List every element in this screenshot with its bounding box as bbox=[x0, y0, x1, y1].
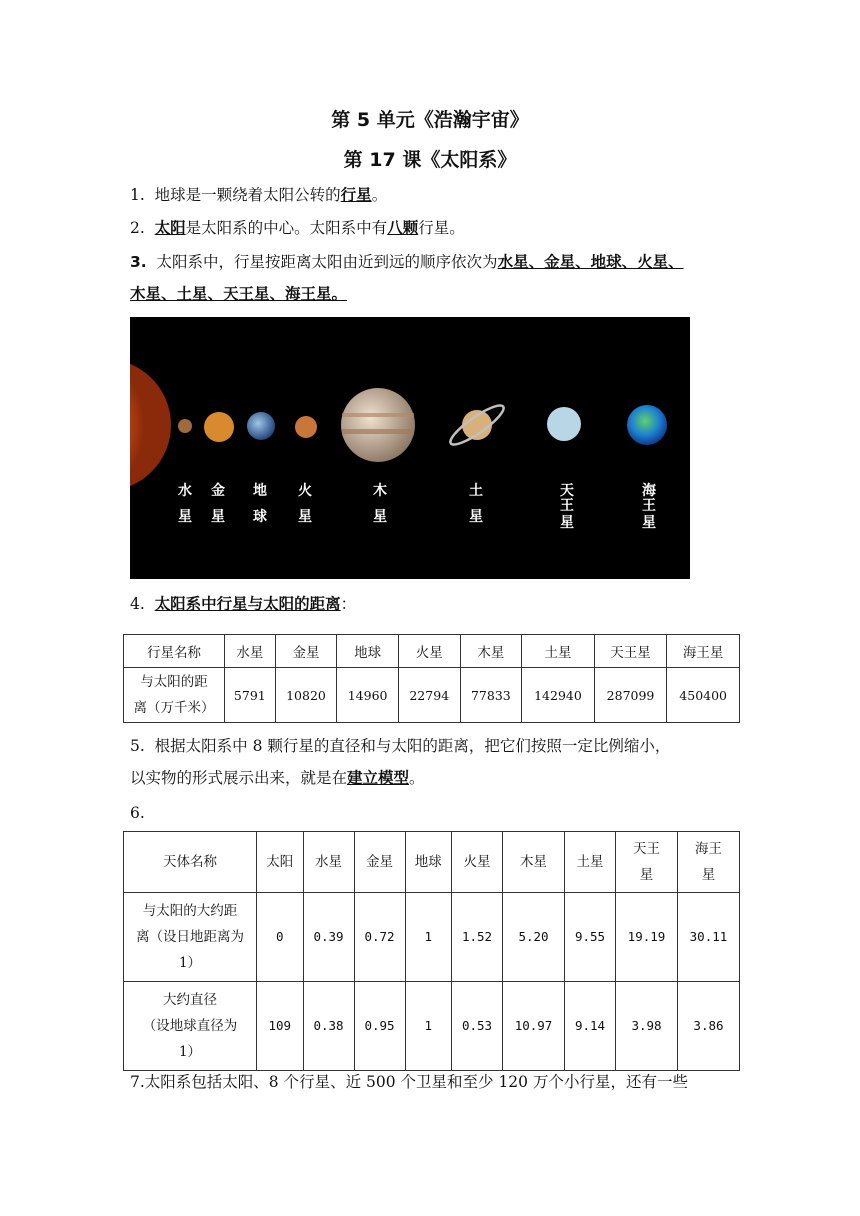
svg-text:王: 王 bbox=[560, 498, 574, 514]
label-mars: 火 bbox=[298, 483, 312, 499]
saturn-graphic bbox=[446, 400, 508, 450]
table-row: 大约直径 （设地球直径为 1） 109 0.38 0.95 1 0.53 10.97 9.14 3.98 3.86 bbox=[124, 982, 740, 1071]
neptune-graphic bbox=[627, 405, 667, 445]
svg-text:星: 星 bbox=[469, 509, 483, 525]
unit-title: 第 5 单元《浩瀚宇宙》 bbox=[331, 109, 529, 131]
label-neptune: 海 bbox=[642, 483, 656, 499]
mars-graphic bbox=[295, 416, 317, 438]
jupiter-graphic bbox=[341, 388, 415, 462]
label-saturn: 土 bbox=[469, 483, 483, 499]
svg-text:星: 星 bbox=[560, 515, 574, 531]
svg-text:星: 星 bbox=[298, 509, 312, 525]
scale-table bbox=[123, 831, 740, 1071]
lesson-title: 第 17 课《太阳系》 bbox=[343, 149, 517, 171]
svg-text:星: 星 bbox=[642, 515, 656, 531]
label-jupiter: 木 bbox=[373, 483, 387, 499]
label-venus: 金 bbox=[211, 483, 225, 499]
uranus-graphic bbox=[547, 407, 581, 441]
svg-text:星: 星 bbox=[211, 509, 225, 525]
item-5: 5. 根据太阳系中 8 颗行星的直径和与太阳的距离，把它们按照一定比例缩小， 以实物的形式展示出来，就是在建立模型。 bbox=[130, 737, 671, 787]
item-7: 7.太阳系包括太阳、8 个行星、近 500 个卫星和至少 120 万个小行星，还有一些 bbox=[130, 1073, 688, 1091]
svg-text:星: 星 bbox=[373, 509, 387, 525]
item-1: 1. 地球是一颗绕着太阳公转的行星。 bbox=[130, 186, 388, 204]
label-uranus: 天 bbox=[560, 483, 574, 499]
earth-graphic bbox=[247, 412, 275, 440]
distance-table bbox=[123, 634, 740, 723]
label-earth: 地 bbox=[253, 483, 267, 499]
svg-text:球: 球 bbox=[253, 509, 267, 525]
svg-text:星: 星 bbox=[178, 509, 192, 525]
solar-system-image bbox=[130, 317, 690, 579]
table-row: 与太阳的大约距 离（设日地距离为 1） 0 0.39 0.72 1 1.52 5.20 9.55 19.19 30.11 bbox=[124, 893, 740, 982]
label-mercury: 水 bbox=[178, 483, 192, 499]
item-6: 6. bbox=[130, 804, 145, 822]
table-row: 与太阳的距 离（万千米） 5791 10820 14960 22794 77833 142940 287099 450400 bbox=[124, 668, 740, 723]
svg-text:王: 王 bbox=[642, 498, 656, 514]
sun-graphic bbox=[130, 359, 171, 491]
mercury-graphic bbox=[178, 419, 192, 433]
table-header-row: 行星名称 水星 金星 地球 火星 木星 土星 天王星 海王星 bbox=[124, 635, 740, 668]
item-3: 3. 太阳系中，行星按距离太阳由近到远的顺序依次为水星、金星、地球、火星、 木星、土星、天王星、海王星。 bbox=[130, 253, 684, 303]
table-header-row: 天体名称 太阳 水星 金星 地球 火星 木星 土星 天王 星 海王 星 bbox=[124, 832, 740, 893]
item-2: 2. 太阳是太阳系的中心。太阳系中有八颗行星。 bbox=[130, 219, 465, 237]
item-4: 4. 太阳系中行星与太阳的距离： bbox=[130, 595, 357, 613]
venus-graphic bbox=[204, 412, 234, 442]
